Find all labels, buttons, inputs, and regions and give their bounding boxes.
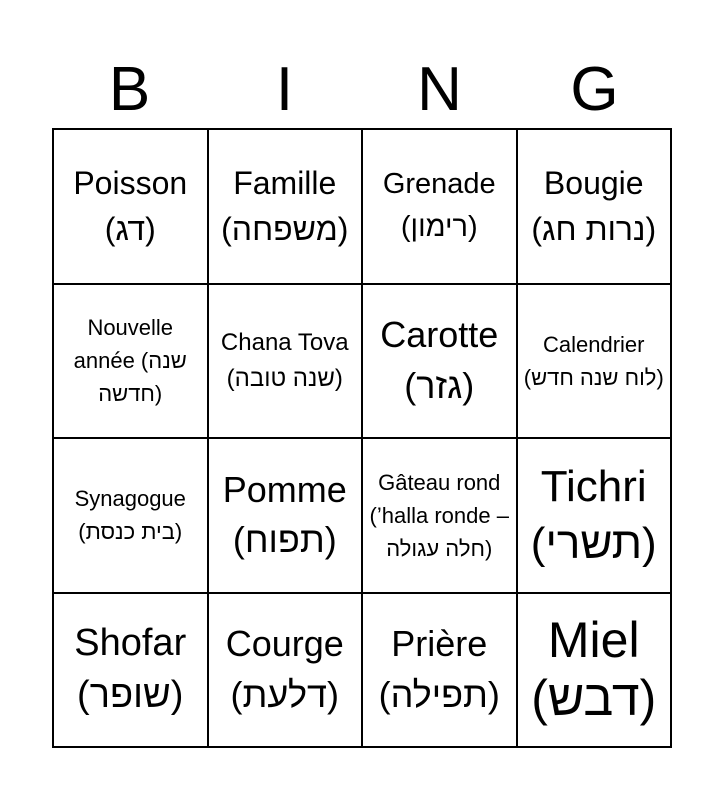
- bingo-cell[interactable]: [363, 439, 518, 594]
- bingo-cell[interactable]: [518, 285, 673, 440]
- bingo-cell[interactable]: [363, 594, 518, 749]
- header-letter-i: I: [275, 55, 294, 124]
- bingo-cell[interactable]: [363, 285, 518, 440]
- bingo-grid: [52, 128, 672, 748]
- cell-text: Courge (דלעת): [225, 623, 344, 715]
- cell-text: Miel (דבש): [531, 612, 657, 726]
- bingo-cell[interactable]: [518, 594, 673, 749]
- bingo-cell[interactable]: [518, 130, 673, 285]
- bingo-cell[interactable]: [209, 130, 364, 285]
- bingo-cell[interactable]: [518, 439, 673, 594]
- cell-text: Famille (משפחה): [221, 164, 349, 248]
- bingo-cell[interactable]: [209, 594, 364, 749]
- cell-text: Shofar (שופר): [74, 622, 187, 716]
- bingo-cell[interactable]: [54, 130, 209, 285]
- header-letter-g: G: [570, 55, 619, 124]
- cell-text: Prière (תפילה): [378, 623, 500, 715]
- cell-text: Chana Tova (שנה טובה): [220, 328, 349, 392]
- cell-text: Gâteau rond (’halla ronde – חלה עגולה): [369, 469, 509, 561]
- cell-text: Tichri (תשרי): [530, 462, 657, 569]
- cell-text: Carotte (גזר): [380, 314, 499, 406]
- bingo-cell[interactable]: [209, 439, 364, 594]
- cell-text: Poisson (דג): [73, 164, 188, 248]
- cell-text: Pomme (תפוח): [222, 468, 347, 561]
- bingo-cell[interactable]: [54, 285, 209, 440]
- cell-text: Calendrier (לוח שנה חדש): [523, 331, 664, 390]
- cell-text: Grenade (רימון): [382, 167, 496, 244]
- bingo-cell[interactable]: [54, 439, 209, 594]
- cell-text: Nouvelle année (שנה חדשה): [73, 315, 187, 407]
- header-letter-b: B: [108, 55, 151, 124]
- header-letter-n: N: [417, 55, 462, 124]
- bingo-header: [52, 52, 672, 128]
- cell-text: Bougie (נרות חג): [531, 164, 657, 248]
- bingo-cell[interactable]: [209, 285, 364, 440]
- bingo-cell[interactable]: [363, 130, 518, 285]
- cell-text: Synagogue (בית כנסת): [74, 486, 186, 545]
- bingo-cell[interactable]: [54, 594, 209, 749]
